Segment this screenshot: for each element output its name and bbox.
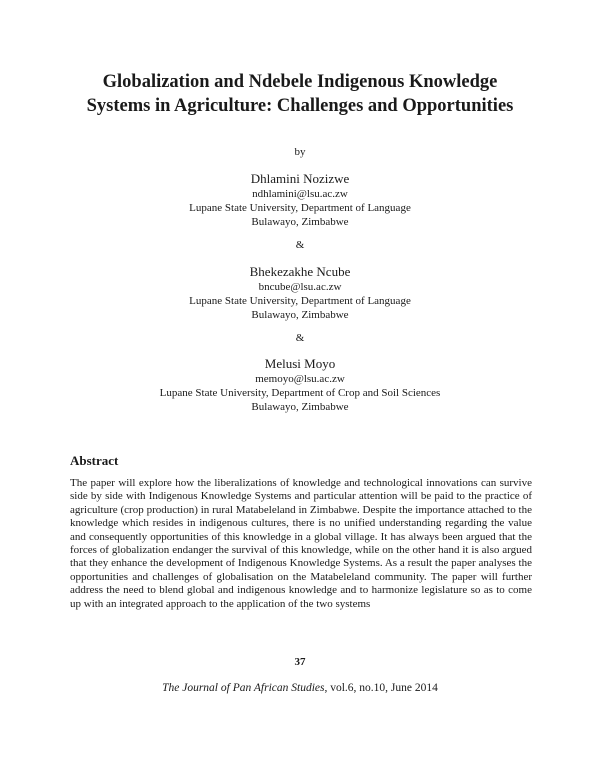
by-label: by xyxy=(294,146,306,158)
author-location: Bulawayo, Zimbabwe xyxy=(251,401,349,413)
author-affiliation: Lupane State University, Department of Language xyxy=(189,295,411,307)
author-location: Bulawayo, Zimbabwe xyxy=(251,216,349,228)
journal-name: The Journal of Pan African Studies xyxy=(162,682,325,694)
author-separator-2: & xyxy=(295,332,305,344)
journal-details: , vol.6, no.10, June 2014 xyxy=(324,682,438,694)
author-affiliation: Lupane State University, Department of Language xyxy=(189,202,411,214)
title-line-1: Globalization and Ndebele Indigenous Knowledge xyxy=(102,72,498,92)
author-email: memoyo@lsu.ac.zw xyxy=(255,373,345,385)
author-affiliation: Lupane State University, Department of Crop and Soil Sciences xyxy=(159,387,441,399)
author-block-2 xyxy=(0,263,600,322)
author-email: bncube@lsu.ac.zw xyxy=(258,281,342,293)
author-name: Dhlamini Nozizwe xyxy=(250,171,350,186)
author-block-1 xyxy=(0,170,600,229)
journal-footer xyxy=(0,682,600,694)
author-block-3 xyxy=(0,355,600,414)
abstract-body: The paper will explore how the liberalizations of knowledge and technological innovations can survive side by side with Indigenous Knowledge Systems and particular attention will be paid to the practice of agriculture (crop production) in rural Matabeleland in Zimbabwe. Despite the importance attached to the knowledge which resides in indigenous cultures, there is no unified understanding regarding the value and consequently opportunities of this knowledge in a global village. It has always been argued that the forces of globalization endanger the survival of this knowledge, while on the other hand it is also argued that they enhance the development of Indigenous Knowledge Systems. As a result the paper analyses the opportunities and challenges of globalisation on the Matabeleland community. The paper will further address the need to blend global and indigenous knowledge and to harmonize legislature so as to come up with an integrated approach to the application of the two systems xyxy=(70,477,532,610)
author-name: Melusi Moyo xyxy=(264,356,336,371)
author-email: ndhlamini@lsu.ac.zw xyxy=(252,188,348,200)
title-line-2: Systems in Agriculture: Challenges and Opportunities xyxy=(86,96,514,116)
page-number: 37 xyxy=(294,656,306,668)
author-separator-1: & xyxy=(295,239,305,251)
paper-title xyxy=(40,70,560,118)
author-location: Bulawayo, Zimbabwe xyxy=(251,309,349,321)
abstract-heading: Abstract xyxy=(70,453,119,468)
author-name: Bhekezakhe Ncube xyxy=(249,264,351,279)
